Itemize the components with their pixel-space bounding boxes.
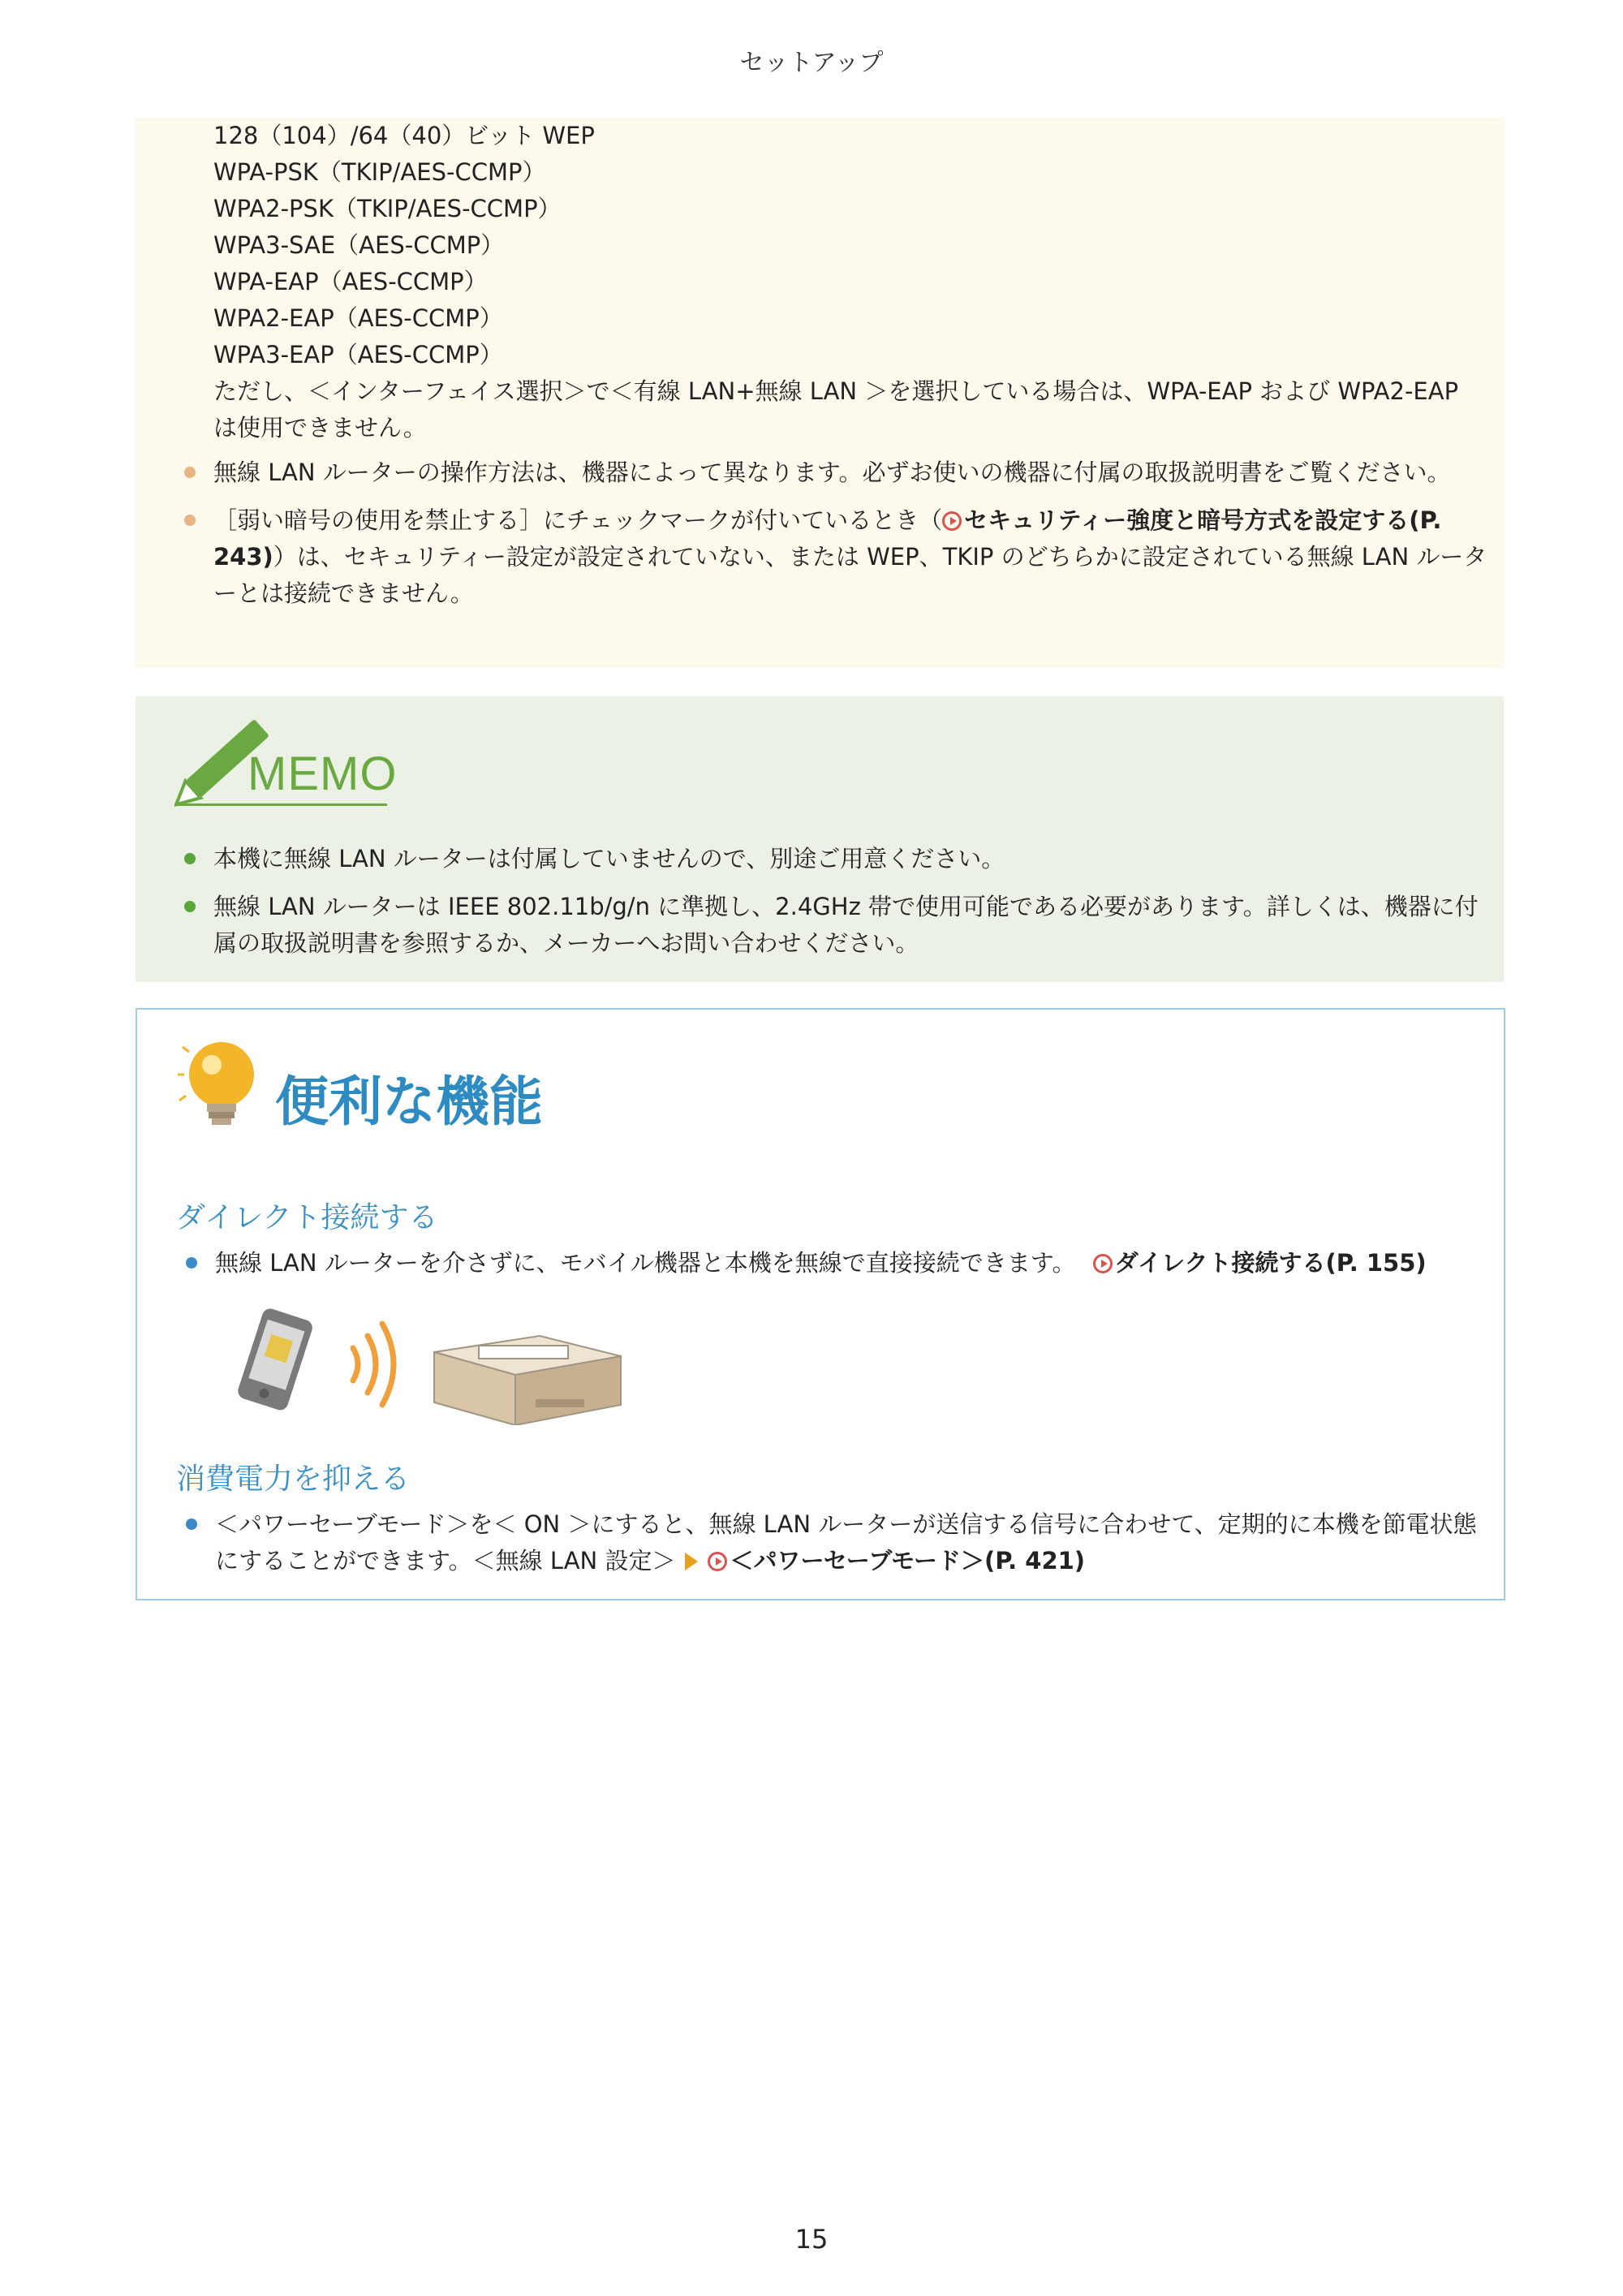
bullet-icon (184, 901, 196, 912)
encryption-item: WPA3-EAP（AES-CCMP） (213, 341, 503, 368)
section-heading: ダイレクト接続する (176, 1201, 438, 1234)
lightbulb-icon (171, 1032, 269, 1138)
bullet-icon (184, 853, 196, 864)
feature-title: 便利な機能 (275, 1070, 543, 1133)
encryption-item: WPA-EAP（AES-CCMP） (213, 268, 488, 295)
list-item-text: 本機に無線 LAN ルーターは付属していませんので、別途ご用意ください。 (213, 845, 1005, 872)
memo-underline (174, 803, 387, 806)
link-direct-connection[interactable]: ダイレクト接続する(P. 155) (1093, 1249, 1427, 1277)
list-item (215, 1506, 1481, 1579)
page-number: 15 (794, 2224, 829, 2255)
printer-icon (434, 1336, 621, 1425)
link-power-save-mode[interactable]: ＜パワーセーブモード＞(P. 421) (708, 1547, 1085, 1574)
list-item (213, 454, 1487, 491)
list-item-text: 無線 LAN ルーターの操作方法は、機器によって異なります。必ずお使いの機器に付属の取扱説明書をご覧ください。 (213, 459, 1451, 486)
encryption-item: 128（104）/64（40）ビット WEP (213, 122, 595, 149)
page-header: セットアップ (739, 49, 884, 77)
link-arrow-icon (1093, 1254, 1113, 1273)
encryption-item: WPA-PSK（TKIP/AES-CCMP） (213, 158, 546, 186)
section-heading: 消費電力を抑える (176, 1462, 411, 1496)
encryption-item: WPA2-EAP（AES-CCMP） (213, 304, 503, 332)
smartphone-icon (236, 1307, 315, 1412)
list-item-text: ＜パワーセーブモード＞を＜ ON ＞にすると、無線 LAN ルーターが送信する信号に合わせて、定期的に本機を節電状態にすることができます。＜無線 LAN 設定＞ (215, 1510, 1477, 1574)
link-arrow-icon (708, 1552, 727, 1571)
list-item (213, 889, 1479, 962)
direct-connection-illustration (215, 1303, 734, 1425)
interface-note: ただし、＜インターフェイス選択＞で＜有線 LAN+無線 LAN ＞を選択している場合は、WPA-EAP および WPA2-EAP は使用できません。 (213, 377, 1459, 442)
wireless-signal-icon (353, 1324, 394, 1405)
link-security-settings[interactable]: セキュリティー強度と暗号方式を設定する(P. 243) (213, 506, 1442, 571)
list-item (213, 841, 1479, 877)
bullet-icon (186, 1257, 197, 1269)
feature-box (136, 1008, 1505, 1600)
memo-bullets (213, 841, 1479, 962)
encryption-list (213, 118, 1487, 612)
list-item (213, 502, 1487, 612)
notice-bullets (213, 454, 1487, 612)
direct-connection-bullets (215, 1245, 1481, 1282)
bullet-icon (186, 1518, 197, 1530)
bullet-icon (184, 467, 196, 478)
bullet-icon (184, 515, 196, 526)
link-arrow-icon (942, 511, 962, 531)
encryption-item: WPA3-SAE（AES-CCMP） (213, 231, 505, 259)
list-item-text: 無線 LAN ルーターを介さずに、モバイル機器と本機を無線で直接接続できます。 (215, 1249, 1076, 1277)
encryption-item: WPA2-PSK（TKIP/AES-CCMP） (213, 195, 562, 222)
list-item-text: ［弱い暗号の使用を禁止する］にチェックマークが付いているとき（ (213, 506, 943, 534)
list-item-text: ）は、セキュリティー設定が設定されていない、または WEP、TKIP のどちらかに設定されている無線 LAN ルーターとは接続できません。 (213, 543, 1487, 607)
memo-label: MEMO (248, 747, 398, 800)
list-item (215, 1245, 1481, 1282)
power-save-bullets (215, 1506, 1481, 1579)
list-item-text: 無線 LAN ルーターは IEEE 802.11b/g/n に準拠し、2.4GHz 帯で使用可能である必要があります。詳しくは、機器に付属の取扱説明書を参照するか、メーカーへお問い合わせください。 (213, 893, 1479, 957)
notice-box (136, 118, 1504, 668)
menu-arrow-icon (685, 1553, 698, 1570)
memo-box (136, 696, 1504, 982)
